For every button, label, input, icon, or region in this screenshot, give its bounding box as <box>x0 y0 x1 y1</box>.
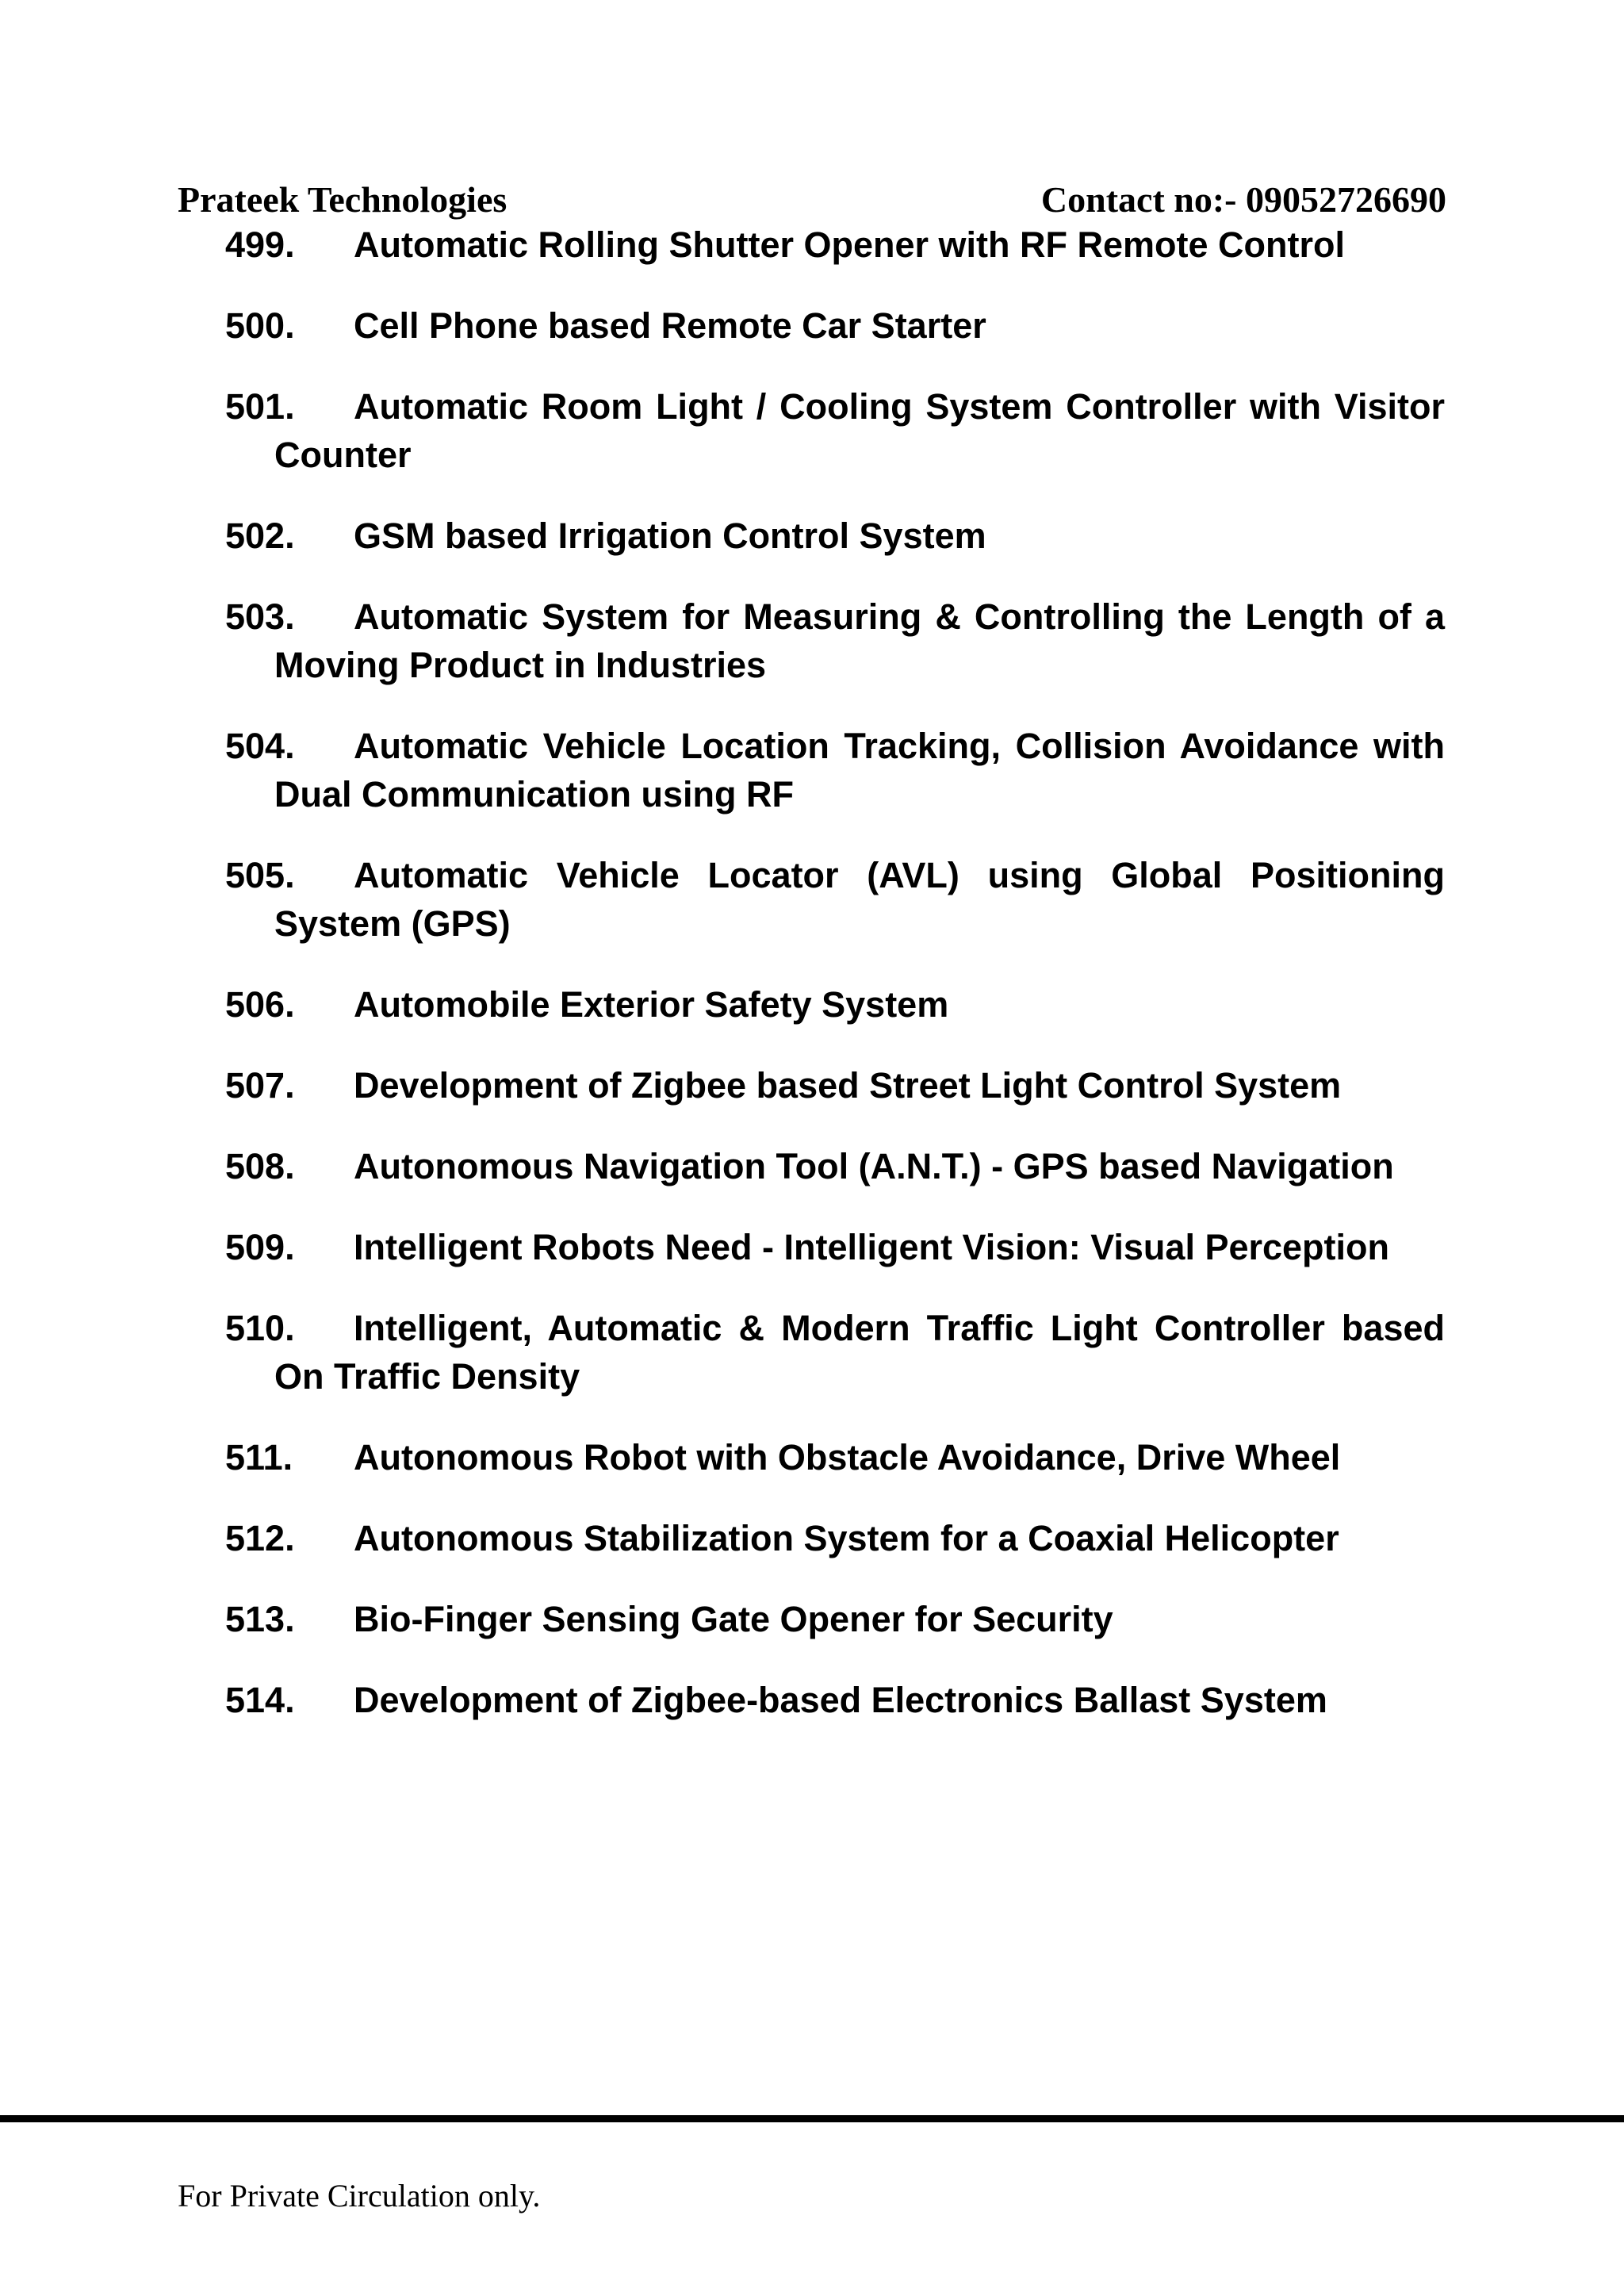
page-footer: For Private Circulation only. <box>178 2178 541 2214</box>
item-title: Automobile Exterior Safety System <box>354 984 949 1025</box>
footer-divider <box>0 2115 1624 2122</box>
item-number: 501. <box>225 386 295 427</box>
item-number: 513. <box>225 1599 295 1639</box>
list-item <box>225 1514 1445 1562</box>
list-item <box>225 1223 1445 1271</box>
item-title: GSM based Irrigation Control System <box>354 516 986 556</box>
item-number: 499. <box>225 224 295 265</box>
item-title: Autonomous Navigation Tool (A.N.T.) - GPS based Navigation <box>354 1146 1394 1186</box>
list-item <box>225 592 1445 689</box>
item-title: Intelligent, Automatic & Modern Traffic Light Controller based On Traffic Density <box>274 1308 1445 1397</box>
item-title: Development of Zigbee based Street Light Control System <box>354 1065 1342 1106</box>
item-number: 512. <box>225 1518 295 1558</box>
item-number: 514. <box>225 1680 295 1720</box>
item-title: Automatic Vehicle Locator (AVL) using Global Positioning System (GPS) <box>274 855 1445 944</box>
item-number: 507. <box>225 1065 295 1106</box>
item-title: Bio-Finger Sensing Gate Opener for Security <box>354 1599 1113 1639</box>
item-title: Automatic System for Measuring & Controlling the Length of a Moving Product in Industries <box>274 596 1445 685</box>
item-title: Autonomous Robot with Obstacle Avoidance, Drive Wheel <box>354 1437 1341 1478</box>
contact-number: Contact no:- 09052726690 <box>1040 179 1446 220</box>
project-list <box>225 220 1445 1757</box>
list-item <box>225 1433 1445 1481</box>
item-title: Automatic Room Light / Cooling System Controller with Visitor Counter <box>274 386 1445 475</box>
list-item <box>225 722 1445 818</box>
list-item <box>225 1304 1445 1401</box>
list-item <box>225 220 1445 269</box>
item-number: 506. <box>225 984 295 1025</box>
list-item <box>225 382 1445 479</box>
item-number: 504. <box>225 726 295 766</box>
list-item <box>225 1676 1445 1724</box>
item-number: 509. <box>225 1227 295 1267</box>
list-item <box>225 512 1445 560</box>
item-title: Development of Zigbee-based Electronics Ballast System <box>354 1680 1327 1720</box>
item-title: Cell Phone based Remote Car Starter <box>354 305 986 346</box>
item-number: 510. <box>225 1308 295 1348</box>
list-item <box>225 1061 1445 1110</box>
list-item <box>225 301 1445 350</box>
item-number: 511. <box>225 1437 293 1478</box>
list-item <box>225 980 1445 1029</box>
company-name: Prateek Technologies <box>178 179 508 220</box>
item-number: 500. <box>225 305 295 346</box>
item-title: Intelligent Robots Need - Intelligent Vision: Visual Perception <box>354 1227 1390 1267</box>
item-number: 503. <box>225 596 295 637</box>
page-header <box>178 178 1446 222</box>
item-number: 505. <box>225 855 295 895</box>
item-title: Automatic Rolling Shutter Opener with RF Remote Control <box>354 224 1346 265</box>
list-item <box>225 1142 1445 1190</box>
list-item <box>225 851 1445 948</box>
item-number: 502. <box>225 516 295 556</box>
item-title: Autonomous Stabilization System for a Coaxial Helicopter <box>354 1518 1339 1558</box>
list-item <box>225 1595 1445 1643</box>
item-number: 508. <box>225 1146 295 1186</box>
item-title: Automatic Vehicle Location Tracking, Collision Avoidance with Dual Communication using RF <box>274 726 1445 815</box>
